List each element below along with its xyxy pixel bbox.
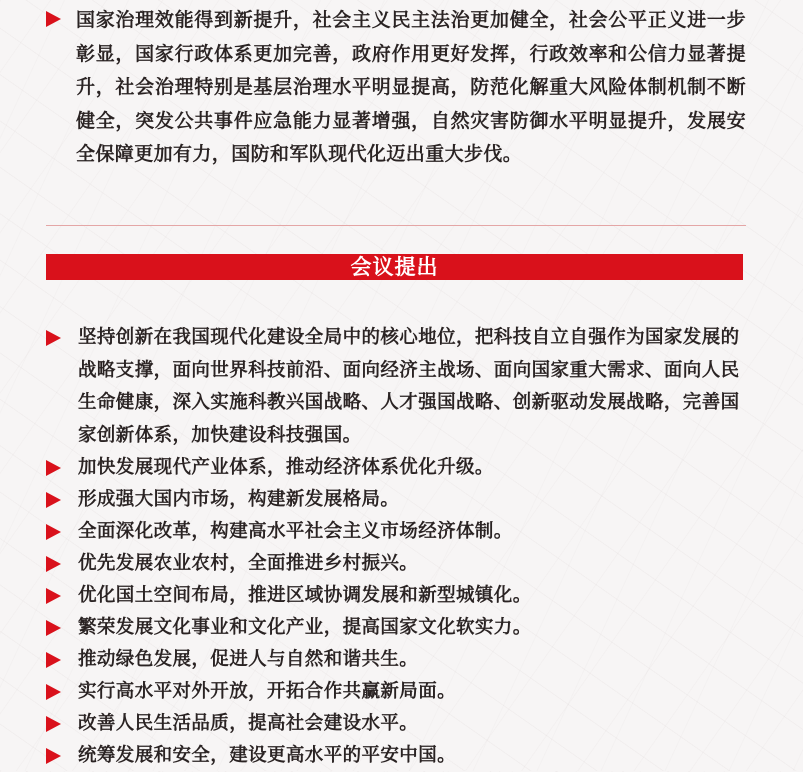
list-item-text: 统筹发展和安全，建设更高水平的平安中国。 bbox=[78, 745, 457, 766]
red-triangle-bullet-icon bbox=[46, 492, 61, 508]
list-item bbox=[46, 740, 746, 772]
list-item bbox=[46, 612, 746, 644]
red-triangle-bullet-icon bbox=[46, 716, 61, 732]
list-item bbox=[46, 548, 746, 580]
red-triangle-bullet-icon bbox=[46, 620, 61, 636]
list-item bbox=[46, 484, 746, 516]
list-item bbox=[46, 516, 746, 548]
intro-text: 国家治理效能得到新提升，社会主义民主法治更加健全，社会公平正义进一步彰显，国家行政体系更加完善，政府作用更好发挥，行政效率和公信力显著提升，社会治理特别是基层治理水平明显提高，防范化解重大风险体制机制不断健全，突发公共事件应急能力显著增强，自然灾害防御水平明显提升，发展安全保障更加有力，国防和军队现代化迈出重大步伐。 bbox=[76, 9, 746, 165]
red-triangle-bullet-icon bbox=[46, 460, 61, 476]
list-item bbox=[46, 644, 746, 676]
list-item bbox=[46, 708, 746, 740]
list-item-text: 加快发展现代产业体系，推动经济体系优化升级。 bbox=[78, 457, 494, 478]
red-triangle-bullet-icon bbox=[46, 652, 61, 668]
red-triangle-bullet-icon bbox=[46, 748, 61, 764]
list-item bbox=[46, 322, 746, 452]
list-item-text: 改善人民生活品质，提高社会建设水平。 bbox=[78, 713, 419, 734]
proposal-list bbox=[46, 322, 746, 772]
list-item-text: 推动绿色发展，促进人与自然和谐共生。 bbox=[78, 649, 419, 670]
intro-paragraph-block bbox=[46, 4, 746, 172]
list-item-text: 实行高水平对外开放，开拓合作共赢新局面。 bbox=[78, 681, 457, 702]
red-triangle-bullet-icon bbox=[46, 684, 61, 700]
section-divider bbox=[46, 225, 746, 226]
red-triangle-bullet-icon bbox=[46, 588, 61, 604]
red-triangle-bullet-icon bbox=[46, 556, 61, 572]
list-item bbox=[46, 580, 746, 612]
list-item-text: 优化国土空间布局，推进区域协调发展和新型城镇化。 bbox=[78, 585, 532, 606]
section-title-banner: 会议提出 bbox=[46, 254, 743, 280]
red-triangle-bullet-icon bbox=[46, 524, 61, 540]
red-triangle-bullet-icon bbox=[46, 330, 61, 346]
list-item-text: 坚持创新在我国现代化建设全局中的核心地位，把科技自立自强作为国家发展的战略支撑，面向世界科技前沿、面向经济主战场、面向国家重大需求、面向人民生命健康，深入实施科教兴国战略、人才强国战略、创新驱动发展战略，完善国家创新体系，加快建设科技强国。 bbox=[78, 327, 740, 446]
list-item bbox=[46, 452, 746, 484]
list-item-text: 全面深化改革，构建高水平社会主义市场经济体制。 bbox=[78, 521, 513, 542]
list-item bbox=[46, 676, 746, 708]
list-item-text: 优先发展农业农村，全面推进乡村振兴。 bbox=[78, 553, 419, 574]
red-triangle-bullet-icon bbox=[46, 11, 61, 27]
list-item-text: 繁荣发展文化事业和文化产业，提高国家文化软实力。 bbox=[78, 617, 532, 638]
list-item-text: 形成强大国内市场，构建新发展格局。 bbox=[78, 489, 400, 510]
